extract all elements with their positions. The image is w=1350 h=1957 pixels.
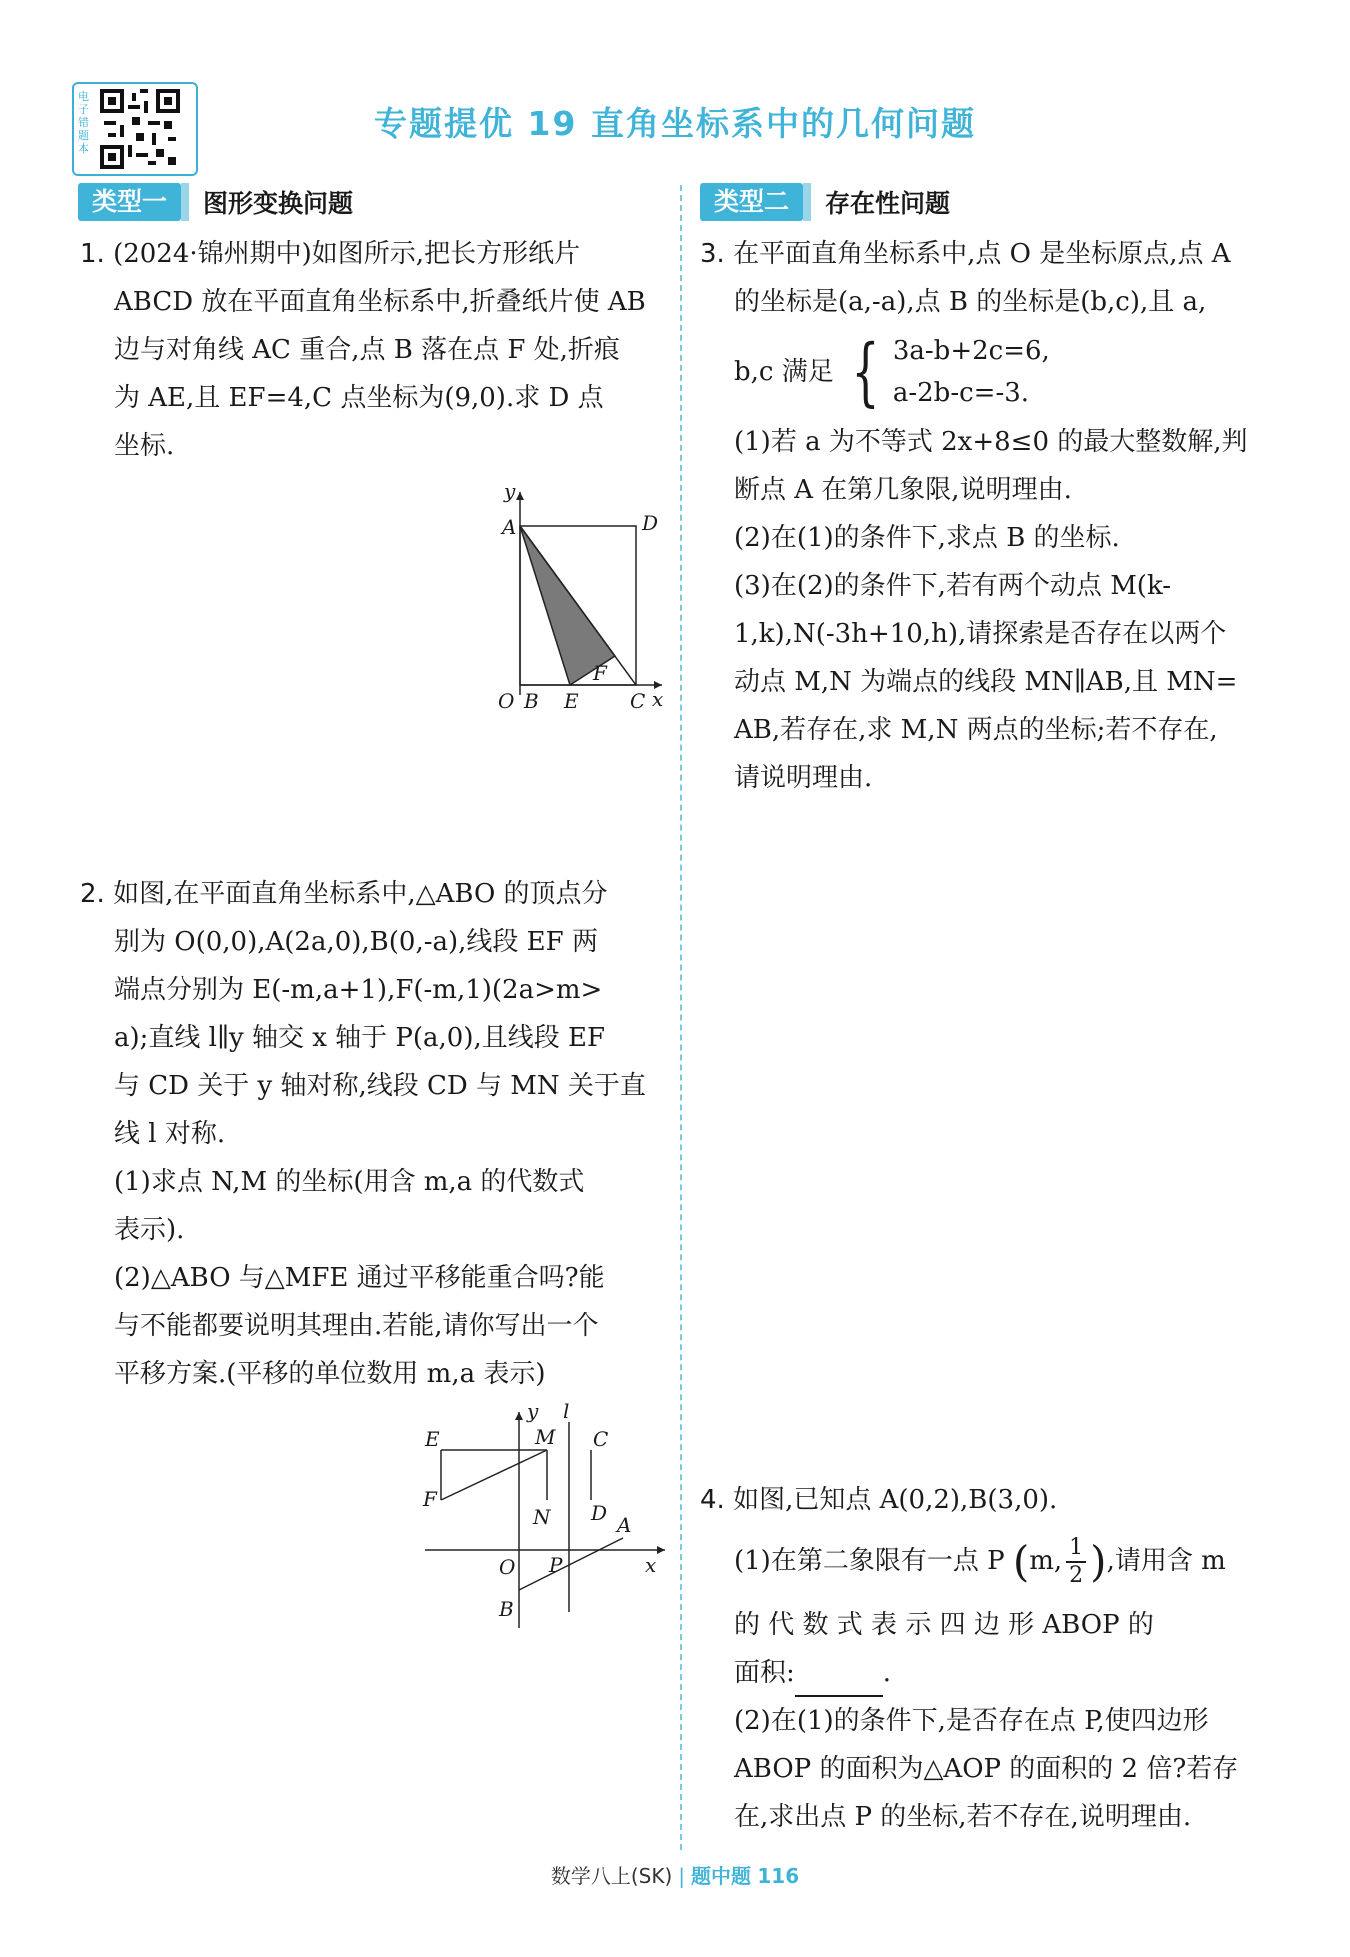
fraction [1066, 1535, 1086, 1589]
question-text-line: 别为 O(0,0),A(2a,0),B(0,-a),线段 EF 两 [114, 927, 598, 957]
question-4 [700, 1476, 1300, 1841]
sub-question-text: ,请用含 m [1106, 1546, 1226, 1576]
sub-question-1: (1)求点 N,M 的坐标(用含 m,a 的代数式 [114, 1167, 585, 1197]
label-b: B [499, 1597, 514, 1621]
question-text-line: 坐标. [114, 431, 175, 461]
sub-question-3: 1,k),N(-3h+10,h),请探索是否存在以两个 [734, 619, 1227, 649]
brace-icon: { [851, 329, 880, 415]
label-x: x [652, 687, 664, 711]
question-number: 4. [700, 1485, 725, 1515]
section-two-title: 存在性问题 [825, 189, 951, 218]
sub-question-3: AB,若存在,求 M,N 两点的坐标;若不存在, [734, 715, 1218, 745]
sub-question-1: 表示). [114, 1215, 185, 1245]
question-text-line: ABCD 放在平面直角坐标系中,折叠纸片使 AB [114, 287, 646, 317]
y-axis-arrow-icon [515, 1412, 523, 1420]
question-text-line: a);直线 l∥y 轴交 x 轴于 P(a,0),且线段 EF [114, 1023, 606, 1053]
sub-question-2: 与不能都要说明其理由.若能,请你写出一个 [114, 1311, 599, 1341]
question-text-line: 端点分别为 E(-m,a+1),F(-m,1)(2a>m> [114, 975, 603, 1005]
sub-question-text-line: 的 代 数 式 表 示 四 边 形 ABOP 的 [734, 1610, 1154, 1640]
answer-line [700, 1649, 1300, 1697]
label-f: F [423, 1487, 437, 1511]
label-o: O [499, 1555, 516, 1579]
question-number: 3. [700, 239, 725, 269]
sub-question-3: 请说明理由. [734, 763, 873, 793]
label-o: O [498, 689, 515, 713]
question-2 [80, 870, 670, 1398]
segment-ab [519, 1538, 623, 1590]
label-y: y [504, 480, 516, 503]
point-m: m, [1029, 1546, 1063, 1576]
question-text-line: 线 l 对称. [114, 1119, 226, 1149]
sub-question-3: (3)在(2)的条件下,若有两个动点 M(k- [734, 571, 1172, 601]
question-1 [80, 230, 670, 470]
footer-separator: | [678, 1864, 686, 1888]
question-text-line: 边与对角线 AC 重合,点 B 落在点 F 处,折痕 [114, 335, 620, 365]
label-a: A [502, 515, 517, 539]
question-text-line: 与 CD 关于 y 轴对称,线段 CD 与 MN 关于直 [114, 1071, 646, 1101]
sub-question-2: ABOP 的面积为△AOP 的面积的 2 倍?若存 [734, 1754, 1239, 1784]
section-one-tag: 类型一 [78, 183, 181, 221]
sub-question-2: 在,求出点 P 的坐标,若不存在,说明理由. [734, 1802, 1192, 1832]
question-text-line: 如图,已知点 A(0,2),B(3,0). [733, 1485, 1058, 1515]
label-a: A [617, 1513, 632, 1537]
paren-open-icon: ( [1012, 1537, 1030, 1586]
label-c: C [630, 689, 646, 713]
sub-question-text: (1)在第二象限有一点 P [734, 1546, 1005, 1576]
sub-question-3: 动点 M,N 为端点的线段 MN∥AB,且 MN= [734, 667, 1238, 697]
label-e: E [564, 689, 579, 713]
footer-book: 数学八上(SK) [550, 1864, 673, 1888]
sub-question-2: (2)在(1)的条件下,是否存在点 P,使四边形 [734, 1706, 1209, 1736]
sub-question-2: 平移方案.(平移的单位数用 m,a 表示) [114, 1359, 546, 1389]
answer-blank[interactable] [795, 1665, 883, 1697]
label-b: B [524, 689, 539, 713]
question-text-line: 在平面直角坐标系中,点 O 是坐标原点,点 A [733, 239, 1231, 269]
equation-system [700, 326, 1300, 418]
footer-page-number: 116 [757, 1864, 800, 1888]
question-text-line: 如图,在平面直角坐标系中,△ABO 的顶点分 [113, 879, 608, 909]
section-two-heading [700, 182, 950, 222]
label-f: F [593, 661, 607, 685]
label-d: D [642, 511, 659, 535]
sub-question-1 [700, 1526, 1300, 1597]
equation-2: a-2b-c=-3. [892, 378, 1030, 408]
question-number: 1. [80, 239, 105, 269]
label-l: l [563, 1400, 570, 1423]
footer-section: 题中题 [691, 1864, 752, 1888]
label-p: P [549, 1553, 563, 1577]
figure-2 [415, 1400, 675, 1640]
y-axis-arrow-icon [516, 492, 524, 500]
column-divider [680, 185, 682, 1850]
label-x: x [645, 1553, 657, 1577]
question-number: 2. [80, 879, 105, 909]
equation-1: 3a-b+2c=6, [892, 336, 1050, 366]
page-footer [0, 1860, 1350, 1889]
answer-label: 面积: [734, 1658, 795, 1688]
segment-fm [441, 1450, 547, 1500]
label-d: D [591, 1501, 608, 1525]
question-3 [700, 230, 1300, 802]
x-axis-arrow-icon [657, 1546, 665, 1554]
label-y: y [527, 1400, 539, 1423]
sub-question-2: (2)△ABO 与△MFE 通过平移能重合吗?能 [114, 1263, 605, 1293]
page-title: 专题提优 19 直角坐标系中的几何问题 [374, 104, 976, 143]
sub-question-2: (2)在(1)的条件下,求点 B 的坐标. [734, 523, 1120, 553]
section-one-title: 图形变换问题 [203, 189, 354, 218]
answer-end: . [882, 1658, 892, 1688]
label-n: N [533, 1505, 551, 1529]
sub-question-1: 断点 A 在第几象限,说明理由. [734, 475, 1072, 505]
section-two-tag: 类型二 [700, 183, 803, 221]
label-m: M [535, 1425, 556, 1449]
qr-label: 电子错题本 [78, 90, 89, 155]
paren-close-icon: ) [1090, 1537, 1107, 1586]
question-text-line: 为 AE,且 EF=4,C 点坐标为(9,0).求 D 点 [114, 383, 604, 413]
label-c: C [593, 1427, 609, 1451]
figure-1 [480, 480, 670, 720]
sub-question-1: (1)若 a 为不等式 2x+8≤0 的最大整数解,判 [734, 427, 1248, 457]
label-e: E [425, 1427, 440, 1451]
question-text-line: 的坐标是(a,-a),点 B 的坐标是(b,c),且 a, [734, 287, 1207, 317]
fraction-numerator: 1 [1066, 1535, 1086, 1563]
section-one-heading [78, 182, 353, 222]
question-text-line: (2024·锦州期中)如图所示,把长方形纸片 [113, 239, 581, 269]
condition-prefix: b,c 满足 [734, 357, 834, 387]
fraction-denominator: 2 [1069, 1563, 1084, 1588]
